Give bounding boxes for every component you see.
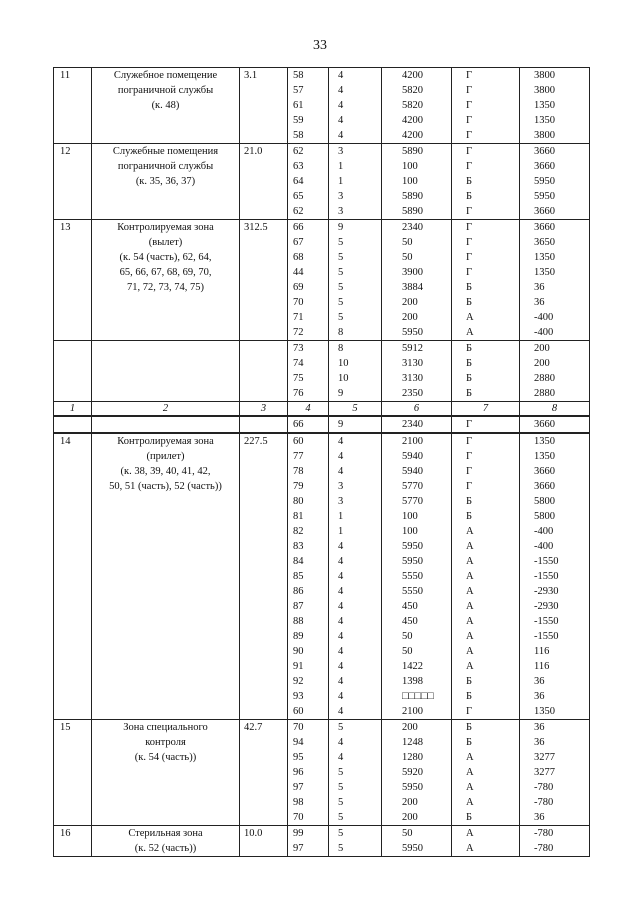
page-number: 33: [313, 38, 327, 53]
zone-number: 15: [54, 720, 92, 826]
cell-distances: 50 5950: [382, 826, 452, 857]
zone-number: 11: [54, 68, 92, 144]
cell-classes: А А: [452, 826, 520, 857]
column-number: 7: [452, 402, 520, 417]
cell-distance: 2340: [382, 416, 452, 433]
zone-row: [54, 720, 590, 826]
cell-distances: 5912 3130 3130 2350: [382, 341, 452, 402]
cell-points: 99 97: [288, 826, 329, 857]
zone-row: [54, 341, 590, 402]
column-number-row: [54, 402, 590, 417]
cell-classes: Б Б Б Б: [452, 341, 520, 402]
cell-classes: Г Г Г Г Б Б А А: [452, 220, 520, 341]
zone-number: [54, 341, 92, 402]
cell-levels: 36 36 3277 3277 -780 -780 36: [520, 720, 590, 826]
zone-number: 16: [54, 826, 92, 857]
cell-levels: 3660 3660 5950 5950 3660: [520, 144, 590, 220]
zone-row: [54, 144, 590, 220]
zone-area: 312.5: [240, 220, 288, 341]
cell-levels: 200 200 2880 2880: [520, 341, 590, 402]
cell: [54, 416, 92, 433]
zone-row: [54, 220, 590, 341]
zone-area: 3.1: [240, 68, 288, 144]
cell-class: Г: [452, 416, 520, 433]
cell-levels: -780 -780: [520, 826, 590, 857]
cell-levels: 3800 3800 1350 1350 3800: [520, 68, 590, 144]
cell-distances: 2100 5940 5940 5770 5770 100 100 5950 5950 5550 5550 450 450 50 50 1422 1398 □□□□□ 2100: [382, 433, 452, 720]
column-number: 3: [240, 402, 288, 417]
column-number: 2: [92, 402, 240, 417]
cell-points: 73 74 75 76: [288, 341, 329, 402]
cell-points: 58 57 61 59 58: [288, 68, 329, 144]
zone-number: 13: [54, 220, 92, 341]
zone-area: 227.5: [240, 433, 288, 720]
column-number: 4: [288, 402, 329, 417]
cell-classes: Б Б А А А А Б: [452, 720, 520, 826]
zone-row: [54, 826, 590, 857]
cell-counts: 4 4 4 4 4: [329, 68, 382, 144]
cell-points: 62 63 64 65 62: [288, 144, 329, 220]
cell-points: 70 94 95 96 97 98 70: [288, 720, 329, 826]
zone-row: [54, 433, 590, 720]
cell-levels: 3660 3650 1350 1350 36 36 -400 -400: [520, 220, 590, 341]
zone-name: Стерильная зона (к. 52 (часть)): [92, 826, 240, 857]
zone-name: Контролируемая зона (прилет) (к. 38, 39, 40, 41, 42, 50, 51 (часть), 52 (часть)): [92, 433, 240, 720]
cell-classes: Г Г Б Б Г: [452, 144, 520, 220]
cell-levels: 1350 1350 3660 3660 5800 5800 -400 -400 -1550 -1550 -2930 -2930 -1550 -1550 116 116 36 36 1350: [520, 433, 590, 720]
cell-distances: 4200 5820 5820 4200 4200: [382, 68, 452, 144]
cell: [92, 416, 240, 433]
cell-count: 9: [329, 416, 382, 433]
cell-point: 66: [288, 416, 329, 433]
column-number: 5: [329, 402, 382, 417]
zone-area: 10.0: [240, 826, 288, 857]
cell-distances: 200 1248 1280 5920 5950 200 200: [382, 720, 452, 826]
column-number: 8: [520, 402, 590, 417]
zone-name: Зона специального контроля (к. 54 (часть)): [92, 720, 240, 826]
cell-points: 66 67 68 44 69 70 71 72: [288, 220, 329, 341]
zone-name: [92, 341, 240, 402]
coordinates-table: [53, 67, 590, 857]
zone-name: Служебное помещение пограничной службы (к. 48): [92, 68, 240, 144]
zone-row: [54, 68, 590, 144]
cell-classes: Г Г Г Г Г: [452, 68, 520, 144]
cell-distances: 5890 100 100 5890 5890: [382, 144, 452, 220]
cell-level: 3660: [520, 416, 590, 433]
cell-counts: 3 1 1 3 3: [329, 144, 382, 220]
column-number: 6: [382, 402, 452, 417]
cell-points: 60 77 78 79 80 81 82 83 84 85 86 87 88 89 90 91 92 93 60: [288, 433, 329, 720]
zone-area: [240, 341, 288, 402]
cell-counts: 5 4 4 5 5 5 5: [329, 720, 382, 826]
zone-area: 42.7: [240, 720, 288, 826]
zone-name: Служебные помещения пограничной службы (к. 35, 36, 37): [92, 144, 240, 220]
zone-area: 21.0: [240, 144, 288, 220]
column-number: 1: [54, 402, 92, 417]
cell-counts: 5 5: [329, 826, 382, 857]
zone-number: 14: [54, 433, 92, 720]
cell-counts: 8 10 10 9: [329, 341, 382, 402]
zone-number: 12: [54, 144, 92, 220]
zone-name: Контролируемая зона (вылет) (к. 54 (часть), 62, 64, 65, 66, 67, 68, 69, 70, 71, 72, 73, 74, 75): [92, 220, 240, 341]
cell-distances: 2340 50 50 3900 3884 200 200 5950: [382, 220, 452, 341]
continuation-row: [54, 416, 590, 433]
cell-classes: Г Г Г Г Б Б А А А А А А А А А А Б Б Г: [452, 433, 520, 720]
cell: [240, 416, 288, 433]
cell-counts: 4 4 4 3 3 1 1 4 4 4 4 4 4 4 4 4 4 4 4: [329, 433, 382, 720]
cell-counts: 9 5 5 5 5 5 5 8: [329, 220, 382, 341]
